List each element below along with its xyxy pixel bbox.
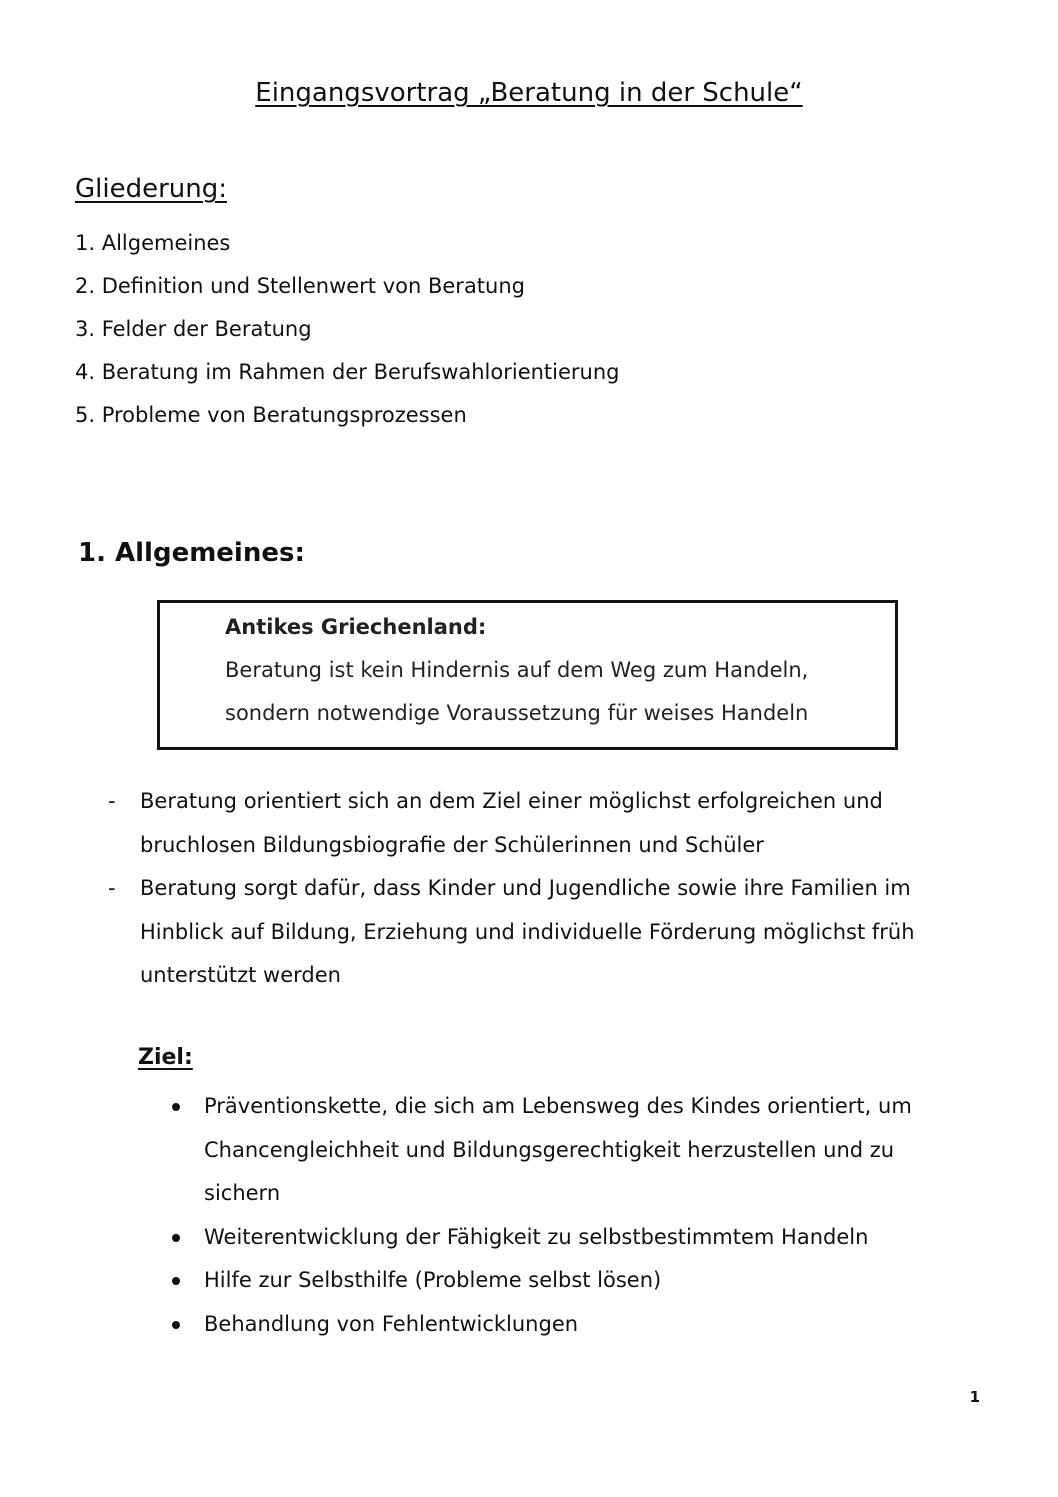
page-number: 1 — [969, 1388, 980, 1406]
goal-heading: Ziel: — [138, 1045, 193, 1070]
dash-marker: - — [108, 876, 116, 900]
quote-content — [225, 606, 808, 735]
goal-item-text: Weiterentwicklung der Fähigkeit zu selbstbestimmtem Handeln — [204, 1224, 869, 1249]
bullet-icon — [172, 1234, 180, 1242]
goal-list-item — [170, 1303, 960, 1347]
goal-list-item — [170, 1085, 960, 1216]
dash-list-item — [108, 867, 988, 998]
bullet-icon — [172, 1277, 180, 1285]
dash-item-text: Beratung orientiert sich an dem Ziel einer möglichst erfolgreichen und bruchlosen Bildungsbiografie der Schülerinnen und Schüler — [140, 789, 883, 857]
bullet-icon — [172, 1321, 180, 1329]
quote-line: Beratung ist kein Hindernis auf dem Weg zum Handeln, — [225, 658, 809, 682]
outline-list — [75, 222, 620, 437]
goal-item-text: Hilfe zur Selbsthilfe (Probleme selbst lösen) — [204, 1268, 662, 1292]
goal-list-item — [170, 1216, 960, 1260]
dash-list — [108, 780, 988, 998]
goal-item-text: Präventionskette, die sich am Lebensweg des Kindes orientiert, um Chancengleichheit und Bildungsgerechtigkeit herzustellen und zu sichern — [204, 1094, 912, 1205]
dash-item-text: Beratung sorgt dafür, dass Kinder und Jugendliche sowie ihre Familien im Hinblick auf Bildung, Erziehung und individuelle Förderung möglichst früh unterstützt werden — [140, 876, 915, 987]
quote-line: sondern notwendige Voraussetzung für weises Handeln — [225, 701, 809, 725]
outline-item: 2. Definition und Stellenwert von Beratung — [75, 274, 525, 298]
dash-marker: - — [108, 789, 116, 813]
dash-list-item — [108, 780, 988, 867]
outline-item: 1. Allgemeines — [75, 231, 231, 255]
bullet-icon — [172, 1103, 180, 1111]
goal-list-item — [170, 1259, 960, 1303]
goal-list — [170, 1085, 960, 1346]
goal-item-text: Behandlung von Fehlentwicklungen — [204, 1311, 579, 1336]
section-heading-allgemeines: 1. Allgemeines: — [78, 538, 305, 568]
outline-item: 3. Felder der Beratung — [75, 317, 312, 341]
page-title: Eingangsvortrag „Beratung in der Schule“ — [255, 78, 803, 108]
outline-item: 5. Probleme von Beratungsprozessen — [75, 403, 467, 427]
outline-heading: Gliederung: — [75, 174, 228, 204]
quote-heading: Antikes Griechenland: — [225, 615, 487, 639]
outline-item: 4. Beratung im Rahmen der Berufswahlorientierung — [75, 360, 620, 384]
